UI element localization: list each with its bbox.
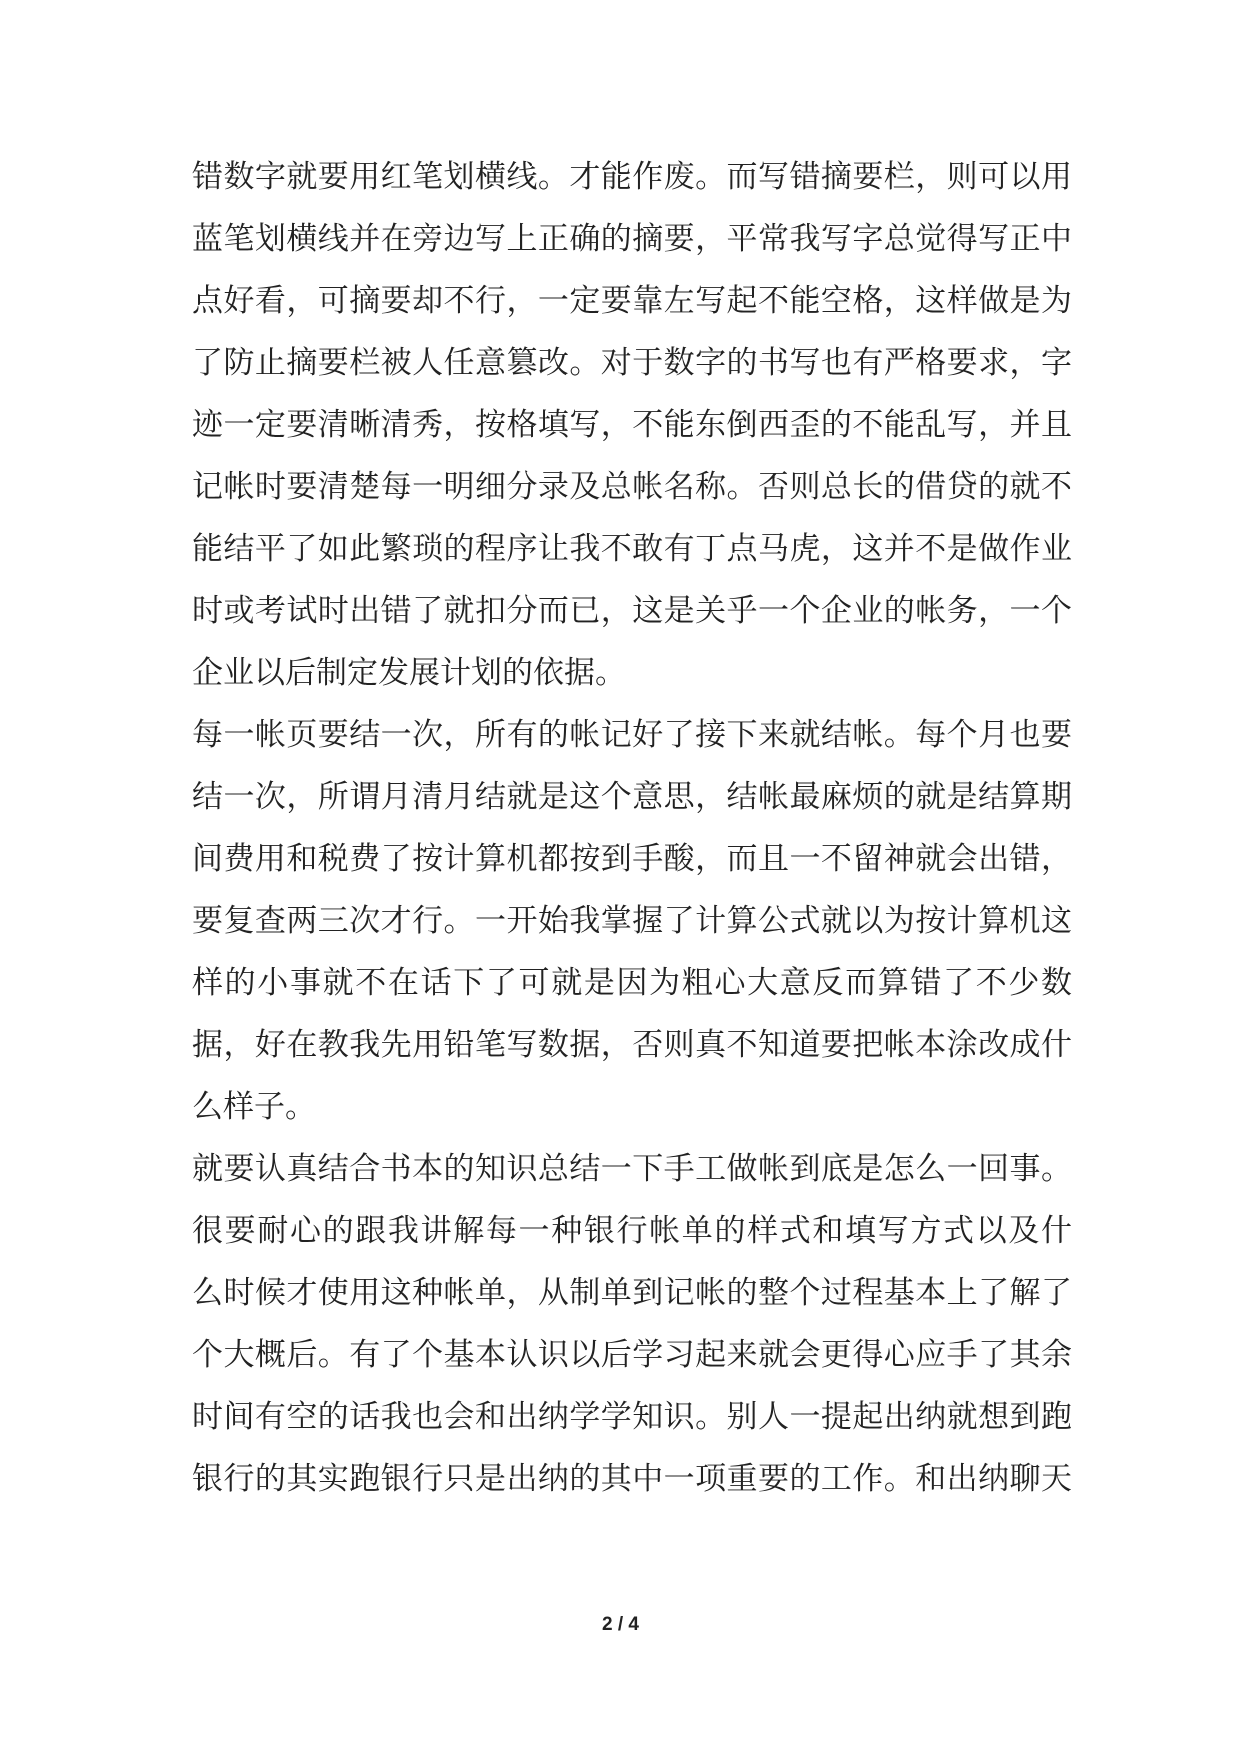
text-line: 就要认真结合书本的知识总结一下手工做帐到底是怎么一回事。 [192, 1151, 1072, 1187]
text-line: 间费用和税费了按计算机都按到手酸，而且一不留神就会出错， [192, 841, 1072, 877]
text-line: 据，好在教我先用铅笔写数据，否则真不知道要把帐本涂改成什 [192, 1027, 1072, 1063]
page-number: 2 / 4 [602, 1614, 639, 1635]
text-line: 时间有空的话我也会和出纳学学知识。别人一提起出纳就想到跑 [192, 1399, 1072, 1435]
text-line: 样的小事就不在话下了可就是因为粗心大意反而算错了不少数 [192, 965, 1072, 1001]
text-line: 错数字就要用红笔划横线。才能作废。而写错摘要栏，则可以用 [192, 159, 1072, 195]
text-line: 能结平了如此繁琐的程序让我不敢有丁点马虎，这并不是做作业 [192, 531, 1072, 567]
text-line: 时或考试时出错了就扣分而已，这是关乎一个企业的帐务，一个 [192, 593, 1072, 629]
text-line: 点好看，可摘要却不行，一定要靠左写起不能空格，这样做是为 [192, 283, 1072, 319]
text-line: 银行的其实跑银行只是出纳的其中一项重要的工作。和出纳聊天 [192, 1461, 1072, 1497]
text-line: 要复查两三次才行。一开始我掌握了计算公式就以为按计算机这 [192, 903, 1072, 939]
text-line: 么样子。 [192, 1089, 316, 1125]
text-line: 了防止摘要栏被人任意篡改。对于数字的书写也有严格要求，字 [192, 345, 1072, 381]
text-line: 每一帐页要结一次，所有的帐记好了接下来就结帐。每个月也要 [192, 717, 1072, 753]
text-line: 结一次，所谓月清月结就是这个意思，结帐最麻烦的就是结算期 [192, 779, 1072, 815]
text-line: 个大概后。有了个基本认识以后学习起来就会更得心应手了其余 [192, 1337, 1072, 1373]
text-line: 蓝笔划横线并在旁边写上正确的摘要，平常我写字总觉得写正中 [192, 221, 1072, 257]
text-line: 迹一定要清晰清秀，按格填写，不能东倒西歪的不能乱写，并且 [192, 407, 1072, 443]
text-line: 企业以后制定发展计划的依据。 [192, 655, 626, 691]
text-line: 记帐时要清楚每一明细分录及总帐名称。否则总长的借贷的就不 [192, 469, 1072, 505]
text-line: 很要耐心的跟我讲解每一种银行帐单的样式和填写方式以及什 [192, 1213, 1072, 1249]
text-line: 么时候才使用这种帐单，从制单到记帐的整个过程基本上了解了 [192, 1275, 1072, 1311]
